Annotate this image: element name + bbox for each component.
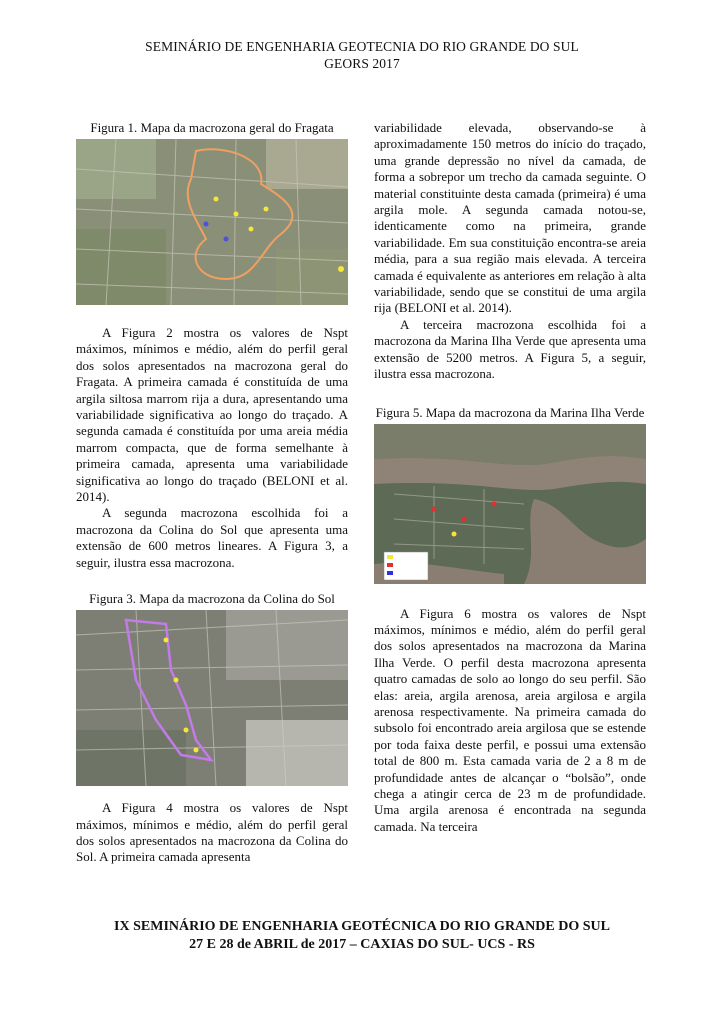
header-title: SEMINÁRIO DE ENGENHARIA GEOTECNIA DO RIO GRANDE DO SUL [145,39,579,54]
right-paragraph-3: A Figura 6 mostra os valores de Nspt máximos, mínimos e médio, além do perfil geral dos solos apresentados na macrozona da Marina Ilha Verde. O perfil desta macrozona apresenta quatro camadas de solo ao longo do seu perfil. São elas: areia, argila arenosa, areia argilosa e argila arenosa respectivamente. Na primeira camada do subsolo foi encontrado areia argilosa que se estende por toda faixa deste perfil, e possui uma extensão total de 800 m. Esta camada varia de 2 a 8 m de profundidade antes de alcançar o “bolsão”, onde chega a atingir cerca de 23 m de profundidade. Uma argila arenosa é encontrada na segunda camada. Na terceira [374,605,646,834]
right-paragraph-1: variabilidade elevada, observando-se à aproximadamente 150 metros do início do traçado, uma grande depressão no nível da camada, de forma a sobrepor um trecho da camada seguinte. O material constituinte desta camada (primeira) é uma argila mole. A segunda camada notou-se, identicamente como na primeira, grande variabilidade. Em sua constituição encontra-se areia média, para a sua região mais elevada. A terceira camada é equivalente as anteriores em relação à alta variabilidade, sendo que se constitui de uma argila rija (BELONI et al. 2014). [374,120,646,316]
footer-title: IX SEMINÁRIO DE ENGENHARIA GEOTÉCNICA DO RIO GRANDE DO SUL [114,919,610,934]
page-footer [0,918,724,954]
footer-date-location: 27 E 28 de ABRIL de 2017 – CAXIAS DO SUL- UCS - RS [189,937,535,952]
left-paragraph-2: A segunda macrozona escolhida foi a macrozona da Colina do Sol que apresenta uma extensão de 600 metros lineares. A Figura 3, a seguir, ilustra essa macrozona. [76,505,348,570]
figure-5-map [374,424,646,584]
figure-3-caption: Figura 3. Mapa da macrozona da Colina do Sol [89,591,335,607]
left-column [76,120,348,866]
right-column [374,120,646,835]
left-paragraph-1: A Figura 2 mostra os valores de Nspt máximos, mínimos e médio, além do perfil geral dos solos apresentados na macrozona geral do Fragata. A primeira camada é constituída de uma argila siltosa marrom rija a dura, apresentando uma variabilidade significativa ao longo do traçado. A segunda camada é constituída por uma areia média marrom compacta, que de forma semelhante à primeira camada, apresenta uma variabilidade significativa ao longo do traçado (BELONI et al. 2014). [76,325,348,505]
figure-3-map [76,610,348,786]
figure-1-caption: Figura 1. Mapa da macrozona geral do Fragata [90,120,334,135]
figure-1-map [76,139,348,305]
left-paragraph-3: A Figura 4 mostra os valores de Nspt máximos, mínimos e médio, além do perfil geral dos solos apresentados na macrozona da Colina do Sol. A primeira camada apresenta [76,800,348,865]
right-paragraph-2: A terceira macrozona escolhida foi a macrozona da Marina Ilha Verde que apresenta uma extensão de 5200 metros. A Figura 5, a seguir, ilustra essa macrozona. [374,316,646,382]
figure-5-caption: Figura 5. Mapa da macrozona da Marina Ilha Verde [375,404,645,420]
page-header [0,38,724,72]
header-subtitle: GEORS 2017 [324,56,400,71]
